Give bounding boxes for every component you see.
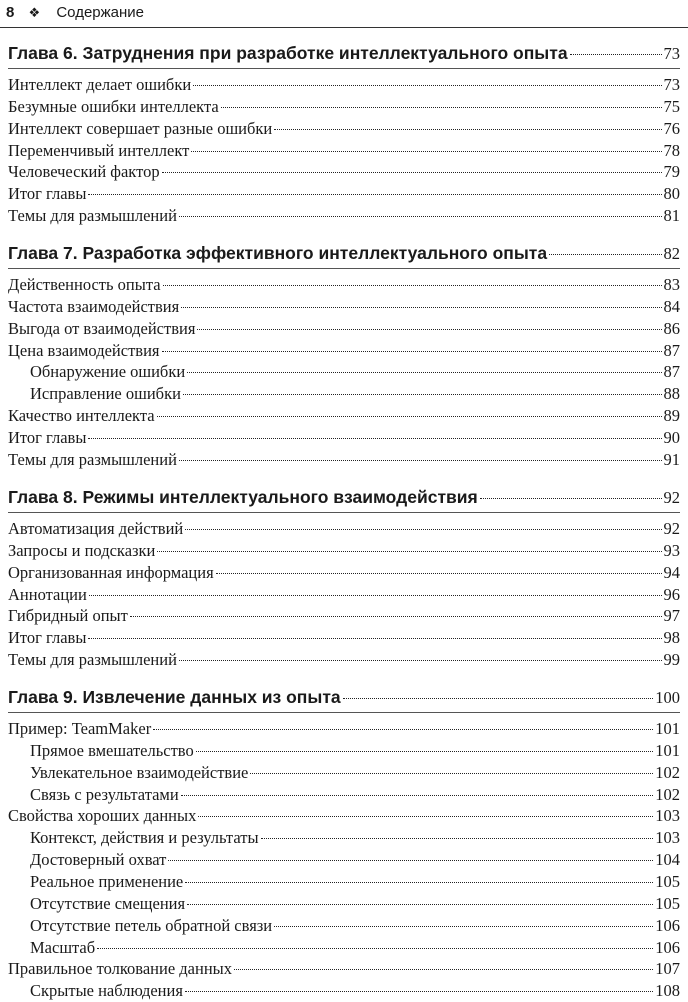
toc-section[interactable] [8, 805, 680, 827]
entry-page: 105 [655, 871, 680, 891]
chapter-rule [8, 512, 680, 513]
toc-section[interactable] [8, 74, 680, 96]
toc-subsection[interactable] [8, 849, 680, 871]
leader-dots [88, 194, 661, 195]
leader-dots [153, 729, 653, 730]
leader-dots [157, 416, 662, 417]
entry-title: Автоматизация действий [8, 519, 184, 538]
entry-page: 79 [663, 162, 680, 182]
chapter-rule [8, 68, 680, 69]
entry-page: 92 [663, 519, 680, 538]
entry-title: Переменчивый интеллект [8, 140, 190, 160]
entry-title: Темы для размышлений [8, 206, 177, 226]
entry-title: Отсутствие смещения [30, 893, 186, 913]
leader-dots [183, 394, 662, 395]
leader-dots [185, 991, 653, 992]
entry-page: 97 [663, 606, 680, 626]
entry-title: Безумные ошибки интеллекта [8, 96, 219, 116]
entry-title: Обнаружение ошибки [30, 362, 186, 382]
leader-dots [197, 329, 661, 330]
toc-subsection[interactable] [8, 762, 680, 784]
toc-subsection[interactable] [8, 361, 680, 383]
toc-subsection[interactable] [8, 915, 680, 937]
chapter-heading[interactable] [8, 686, 680, 708]
leader-dots [185, 882, 653, 883]
entry-title: Цена взаимодействия [8, 340, 160, 360]
toc-subsection[interactable] [8, 383, 680, 405]
toc-section[interactable] [8, 340, 680, 362]
ornament-icon: ❖ [28, 5, 41, 20]
entry-page: 92 [663, 488, 680, 507]
leader-dots [130, 616, 662, 617]
entry-title: Итог главы [8, 184, 87, 204]
entry-page: 104 [655, 850, 680, 870]
entry-page: 90 [663, 427, 680, 447]
entry-title: Исправление ошибки [30, 384, 181, 404]
running-header [6, 2, 682, 24]
toc-section[interactable] [8, 427, 680, 449]
chapter-heading[interactable] [8, 42, 680, 64]
entry-title: Достоверный охват [30, 850, 167, 870]
entry-page: 89 [663, 406, 680, 426]
entry-page: 76 [663, 118, 680, 138]
leader-dots [216, 573, 662, 574]
entry-title: Организованная информация [8, 562, 214, 582]
entry-page: 83 [663, 275, 680, 294]
leader-dots [191, 151, 661, 152]
toc-subsection[interactable] [8, 740, 680, 762]
toc-section[interactable] [8, 183, 680, 205]
leader-dots [196, 751, 654, 752]
entry-title: Увлекательное взаимодействие [30, 762, 249, 782]
chapter-heading[interactable] [8, 486, 680, 508]
entry-page: 101 [655, 719, 680, 738]
toc-subsection[interactable] [8, 980, 680, 1002]
leader-dots [163, 285, 662, 286]
toc-subsection[interactable] [8, 937, 680, 959]
entry-title: Частота взаимодействия [8, 296, 180, 316]
toc-subsection[interactable] [8, 827, 680, 849]
entry-page: 102 [655, 762, 680, 782]
leader-dots [274, 129, 661, 130]
leader-dots [343, 698, 654, 699]
entry-title: Темы для размышлений [8, 650, 177, 670]
toc-section[interactable] [8, 296, 680, 318]
entry-page: 107 [655, 959, 680, 979]
entry-page: 87 [663, 340, 680, 360]
entry-page: 91 [663, 449, 680, 469]
leader-dots [480, 498, 662, 499]
entry-page: 87 [663, 362, 680, 382]
entry-page: 80 [663, 184, 680, 204]
entry-page: 101 [655, 740, 680, 760]
leader-dots [234, 969, 653, 970]
toc-section[interactable] [8, 118, 680, 140]
entry-page: 88 [663, 384, 680, 404]
entry-title: Интеллект делает ошибки [8, 75, 192, 94]
entry-page: 81 [663, 206, 680, 226]
page-number: 8 [6, 4, 15, 21]
entry-page: 103 [655, 828, 680, 848]
entry-page: 106 [655, 937, 680, 957]
leader-dots [97, 948, 653, 949]
leader-dots [250, 773, 653, 774]
leader-dots [157, 551, 661, 552]
toc-section[interactable] [8, 161, 680, 183]
leader-dots [187, 904, 653, 905]
toc-section[interactable] [8, 405, 680, 427]
entry-title: Контекст, действия и результаты [30, 828, 259, 848]
leader-dots [570, 54, 662, 55]
entry-page: 100 [655, 688, 680, 707]
entry-title: Итог главы [8, 427, 87, 447]
entry-page: 73 [663, 44, 680, 63]
entry-title: Выгода от взаимодействия [8, 318, 196, 338]
leader-dots [198, 816, 653, 817]
toc-section[interactable] [8, 140, 680, 162]
entry-title: Связь с результатами [30, 784, 179, 804]
header-title: Содержание [56, 4, 145, 21]
chapter-rule [8, 268, 680, 269]
toc-section[interactable] [8, 274, 680, 296]
toc-section[interactable] [8, 584, 680, 606]
leader-dots [187, 372, 661, 373]
entry-title: Качество интеллекта [8, 406, 155, 426]
leader-dots [168, 860, 653, 861]
entry-title: Пример: TeamMaker [8, 719, 152, 738]
entry-page: 96 [663, 584, 680, 604]
chapter-heading[interactable] [8, 242, 680, 264]
entry-page: 99 [663, 650, 680, 670]
entry-title: Масштаб [30, 937, 96, 957]
entry-title: Аннотации [8, 584, 87, 604]
leader-dots [89, 595, 662, 596]
leader-dots [162, 172, 662, 173]
toc-section[interactable] [8, 958, 680, 980]
leader-dots [179, 660, 662, 661]
toc-section[interactable] [8, 718, 680, 740]
entry-page: 93 [663, 540, 680, 560]
leader-dots [221, 107, 662, 108]
leader-dots [88, 638, 661, 639]
entry-title: Прямое вмешательство [30, 740, 194, 760]
toc-section[interactable] [8, 96, 680, 118]
toc-section[interactable] [8, 318, 680, 340]
entry-page: 98 [663, 628, 680, 648]
toc-section[interactable] [8, 518, 680, 540]
leader-dots [179, 216, 662, 217]
entry-title: Итог главы [8, 628, 87, 648]
leader-dots [274, 926, 653, 927]
entry-page: 75 [663, 96, 680, 116]
entry-title: Гибридный опыт [8, 606, 128, 626]
toc-section[interactable] [8, 605, 680, 627]
entry-page: 94 [663, 562, 680, 582]
entry-page: 106 [655, 915, 680, 935]
entry-title: Правильное толкование данных [8, 959, 233, 979]
toc-subsection[interactable] [8, 871, 680, 893]
entry-title: Темы для размышлений [8, 449, 177, 469]
leader-dots [88, 438, 661, 439]
toc-subsection[interactable] [8, 893, 680, 915]
leader-dots [179, 460, 662, 461]
leader-dots [549, 254, 661, 255]
toc-section[interactable] [8, 205, 680, 227]
entry-title: Запросы и подсказки [8, 540, 156, 560]
entry-page: 84 [663, 296, 680, 316]
leader-dots [185, 529, 661, 530]
entry-title: Глава 9. Извлечение данных из опыта [8, 687, 341, 707]
header-rule [0, 27, 688, 28]
leader-dots [193, 85, 661, 86]
toc-section[interactable] [8, 627, 680, 649]
entry-title: Свойства хороших данных [8, 806, 197, 826]
entry-page: 105 [655, 893, 680, 913]
entry-title: Отсутствие петель обратной связи [30, 915, 273, 935]
entry-title: Скрытые наблюдения [30, 981, 183, 1001]
toc-section[interactable] [8, 540, 680, 562]
leader-dots [181, 795, 654, 796]
entry-title: Реальное применение [30, 871, 184, 891]
entry-page: 82 [663, 244, 680, 263]
toc-section[interactable] [8, 562, 680, 584]
entry-title: Действенность опыта [8, 275, 161, 294]
entry-title: Глава 6. Затруднения при разработке интеллектуального опыта [8, 43, 568, 63]
leader-dots [261, 838, 654, 839]
entry-page: 108 [655, 981, 680, 1001]
entry-title: Глава 8. Режимы интеллектуального взаимодействия [8, 487, 478, 507]
toc-subsection[interactable] [8, 784, 680, 806]
entry-page: 78 [663, 140, 680, 160]
entry-page: 86 [663, 318, 680, 338]
entry-title: Человеческий фактор [8, 162, 160, 182]
entry-page: 73 [663, 75, 680, 94]
entry-title: Глава 7. Разработка эффективного интеллектуального опыта [8, 243, 548, 263]
entry-page: 103 [655, 806, 680, 826]
leader-dots [162, 351, 662, 352]
leader-dots [181, 307, 661, 308]
toc-section[interactable] [8, 449, 680, 471]
toc-section[interactable] [8, 649, 680, 671]
entry-title: Интеллект совершает разные ошибки [8, 118, 273, 138]
chapter-rule [8, 712, 680, 713]
entry-page: 102 [655, 784, 680, 804]
